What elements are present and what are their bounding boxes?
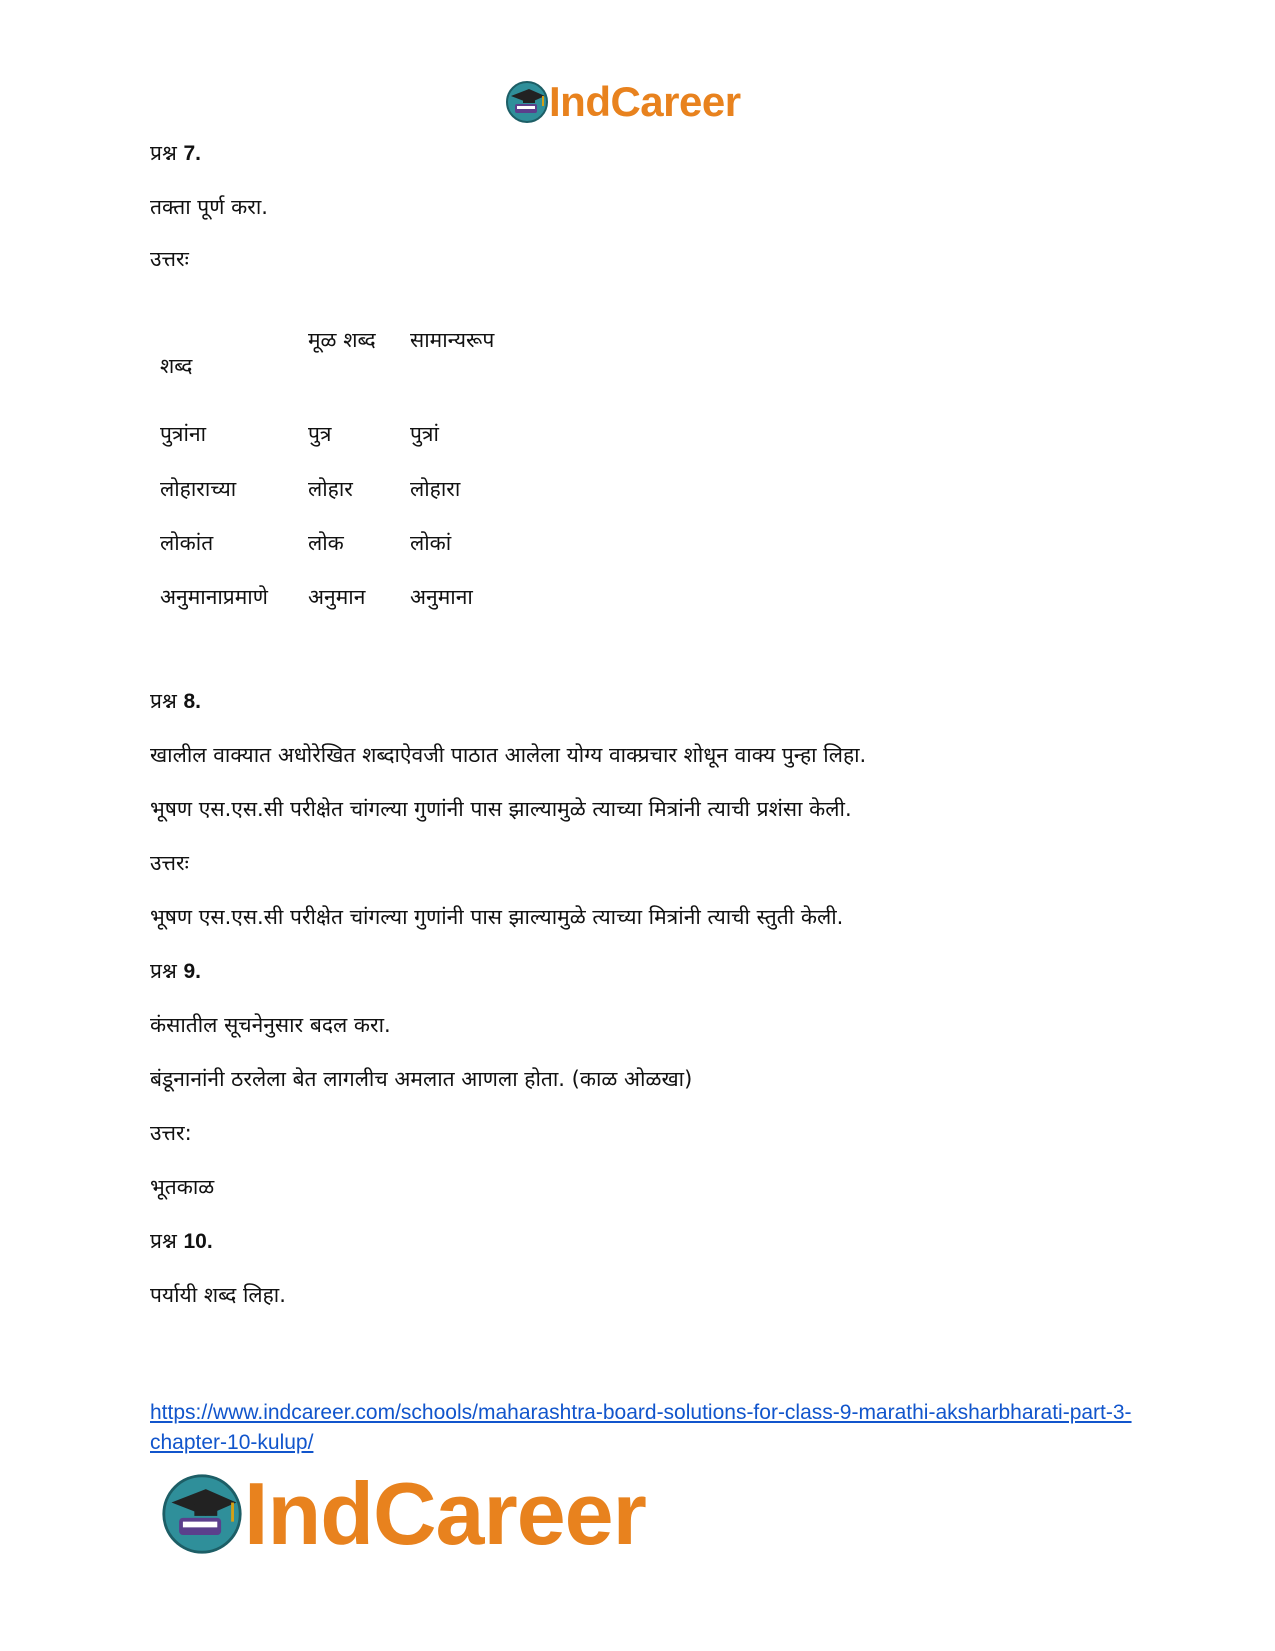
table-cell: लोक [308,531,344,556]
table-cell: लोहाराच्या [160,476,237,501]
question-7-heading: प्रश्न 7. [150,141,201,165]
table-cell: अनुमानाप्रमाणे [160,585,268,610]
table-cell: पुत्रांना [160,422,207,447]
header-logo [505,80,741,124]
table-header-cell: सामान्यरूप [410,328,495,352]
question-8-heading: प्रश्न 8. [150,689,201,713]
table-row [160,380,540,448]
table-header-row [160,326,540,380]
question-9-answer: भूतकाळ [150,1175,215,1199]
table-cell: अनुमाना [410,585,473,610]
table-cell: लोकां [410,531,452,556]
table-cell: पुत्रां [410,422,439,447]
table-row [160,557,540,611]
logo-text: IndCareer [549,78,741,125]
question-9-instruction: कंसातील सूचनेनुसार बदल करा. [150,1013,391,1037]
question-9-answer-label: उत्तर: [150,1121,192,1145]
table-cell: लोकांत [160,531,214,556]
question-9-sentence: बंडूनानांनी ठरलेला बेत लागलीच अमलात आणला होता. (काळ ओळखा) [150,1067,693,1091]
table-cell: लोहारा [410,476,461,501]
graduation-cap-icon [505,80,549,124]
table-row [160,503,540,557]
graduation-cap-icon [160,1472,244,1556]
table-header-cell: शब्द [160,354,193,378]
question-9-heading: प्रश्न 9. [150,959,201,983]
logo-text: IndCareer [244,1464,646,1563]
question-8-instruction: खालील वाक्यात अधोरेखित शब्दाऐवजी पाठात आलेला योग्य वाक्प्रचार शोधून वाक्य पुन्हा लिहा. [150,743,867,767]
question-7-answer-label: उत्तरः [150,247,189,271]
source-link[interactable]: https://www.indcareer.com/schools/maharashtra-board-solutions-for-class-9-marathi-aksharbharati-part-3-chapter-10-kulup/ [150,1401,1132,1455]
table-cell: अनुमान [308,585,366,610]
question-7-instruction: तक्ता पूर्ण करा. [150,195,268,219]
question-8-answer: भूषण एस.एस.सी परीक्षेत चांगल्या गुणांनी पास झाल्यामुळे त्याच्या मित्रांनी त्याची स्तुती केली. [150,905,844,929]
question-10-instruction: पर्यायी शब्द लिहा. [150,1283,286,1307]
table-cell: पुत्र [308,422,332,447]
question-8-sentence: भूषण एस.एस.सी परीक्षेत चांगल्या गुणांनी पास झाल्यामुळे त्याच्या मित्रांनी त्याची प्रशंसा केली. [150,797,852,821]
question-10-heading: प्रश्न 10. [150,1229,213,1253]
word-forms-table [160,326,540,612]
table-header-cell: मूळ शब्द [308,328,376,352]
footer-logo [160,1464,646,1563]
question-8-answer-label: उत्तरः [150,851,189,875]
table-row [160,449,540,503]
table-cell: लोहार [308,476,353,501]
